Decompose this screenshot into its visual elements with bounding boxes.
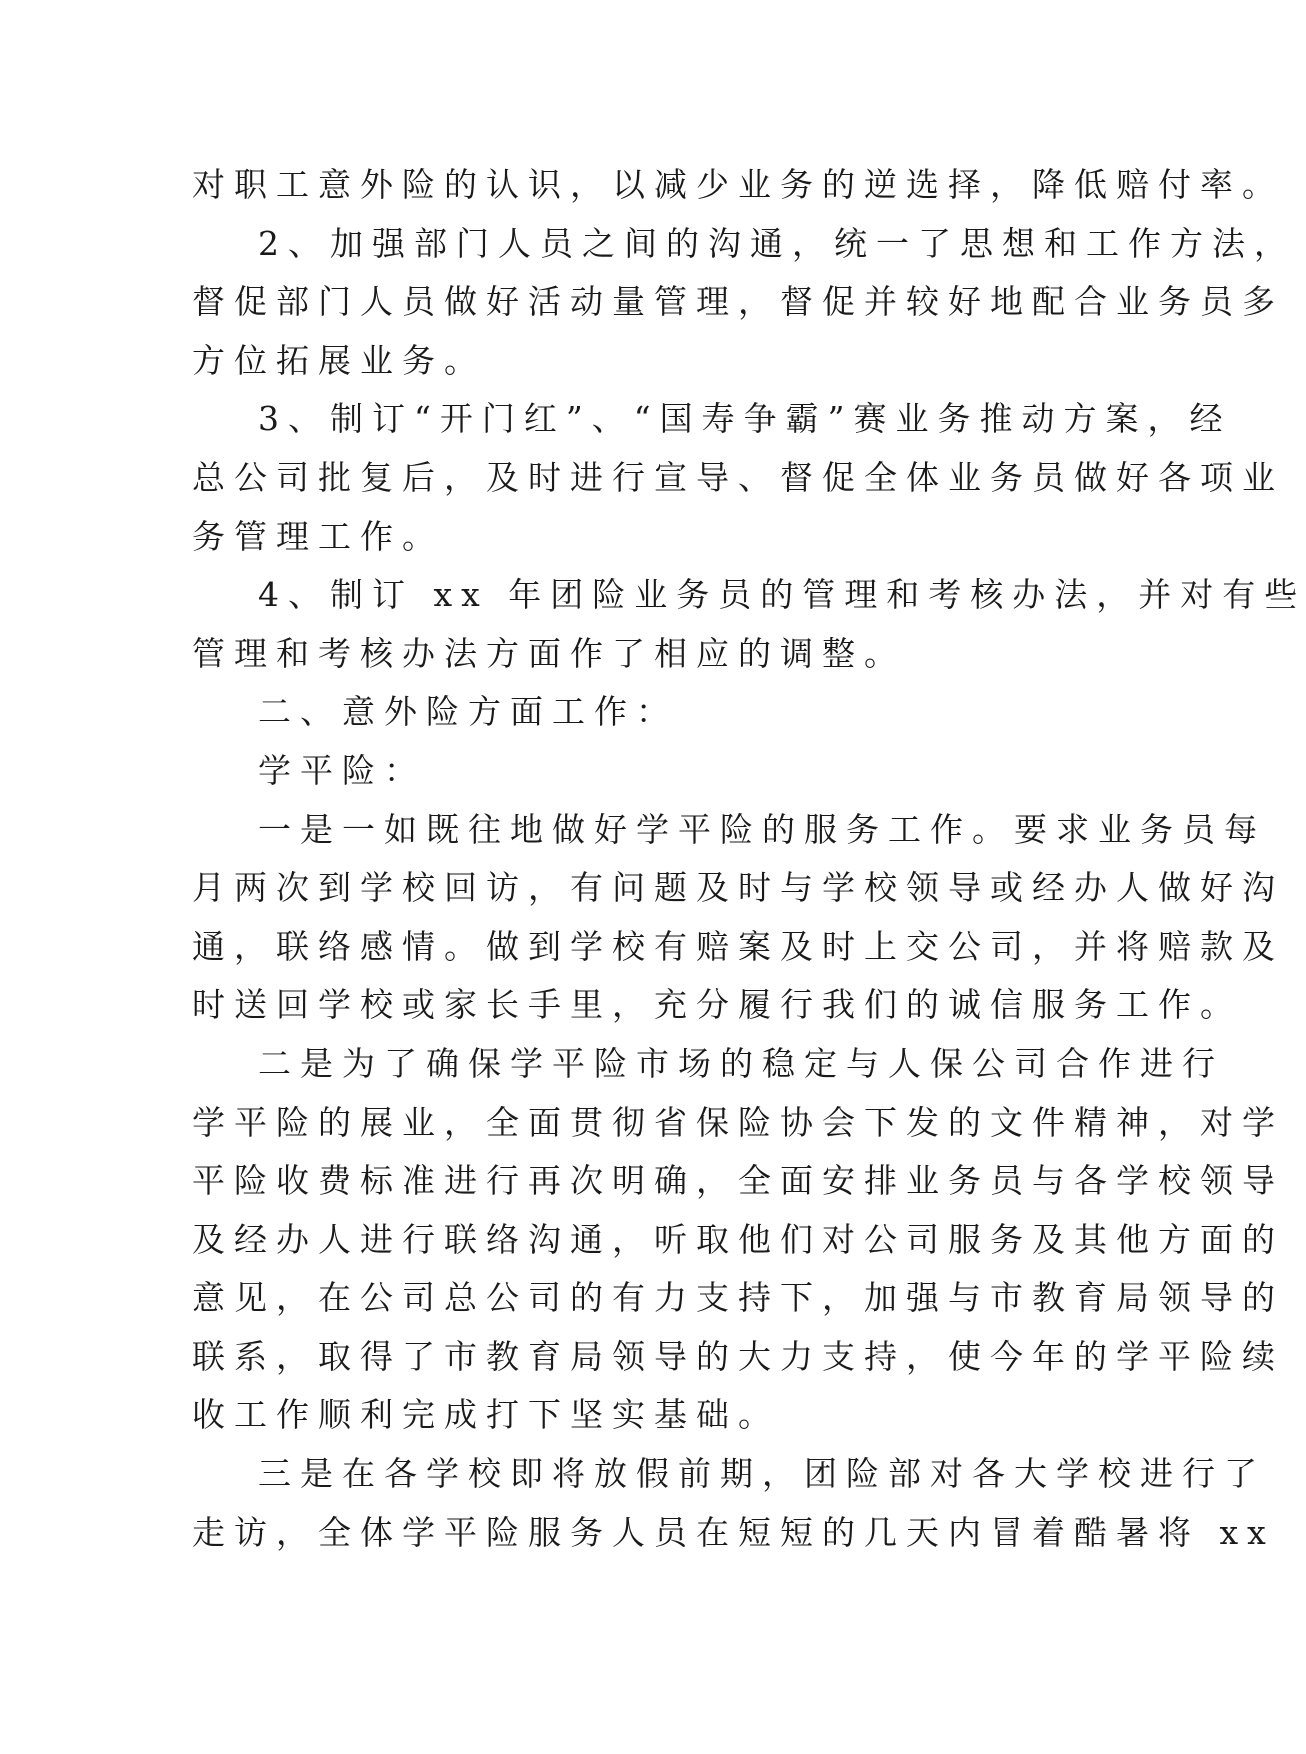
- text-line: 2、加强部门人员之间的沟通，统一了思想和工作方法，: [258, 223, 1296, 263]
- text-line: 走访，全体学平险服务人员在短短的几天内冒着酷暑将 xx: [192, 1512, 1275, 1552]
- section-heading: 二、意外险方面工作：: [258, 692, 678, 732]
- text-line: 通，联络感情。做到学校有赔案及时上交公司，并将赔款及: [192, 926, 1284, 966]
- text-line: 意见，在公司总公司的有力支持下，加强与市教育局领导的: [192, 1278, 1284, 1318]
- text-line: 总公司批复后，及时进行宣导、督促全体业务员做好各项业: [192, 457, 1284, 497]
- text-line: 时送回学校或家长手里，充分履行我们的诚信服务工作。: [192, 985, 1242, 1025]
- text-line: 对职工意外险的认识，以减少业务的逆选择，降低赔付率。: [192, 165, 1284, 204]
- text-line: 一是一如既往地做好学平险的服务工作。要求业务员每: [258, 809, 1266, 849]
- subsection-heading: 学平险：: [258, 750, 426, 790]
- text-line: 督促部门人员做好活动量管理，督促并较好地配合业务员多: [192, 282, 1284, 322]
- text-line: 管理和考核办法方面作了相应的调整。: [192, 633, 906, 673]
- text-line: 务管理工作。: [192, 516, 444, 556]
- text-line: 及经办人进行联络沟通，听取他们对公司服务及其他方面的: [192, 1219, 1284, 1259]
- text-line: 收工作顺利完成打下坚实基础。: [192, 1395, 780, 1435]
- text-line: 平险收费标准进行再次明确，全面安排业务员与各学校领导: [192, 1161, 1284, 1201]
- text-line: 月两次到学校回访，有问题及时与学校领导或经办人做好沟: [192, 868, 1284, 908]
- text-line: 二是为了确保学平险市场的稳定与人保公司合作进行: [258, 1043, 1224, 1083]
- text-line: 方位拓展业务。: [192, 340, 486, 380]
- body-text: [192, 156, 1306, 1562]
- text-line: 联系，取得了市教育局领导的大力支持，使今年的学平险续: [192, 1336, 1284, 1376]
- text-line: 学平险的展业，全面贯彻省保险协会下发的文件精神，对学: [192, 1102, 1284, 1142]
- text-line: 4、制订 xx 年团险业务员的管理和考核办法，并对有些: [258, 575, 1306, 615]
- text-line: 3、制订“开门红”、“国寿争霸”赛业务推动方案，经: [258, 399, 1232, 439]
- text-line: 三是在各学校即将放假前期，团险部对各大学校进行了: [258, 1454, 1266, 1494]
